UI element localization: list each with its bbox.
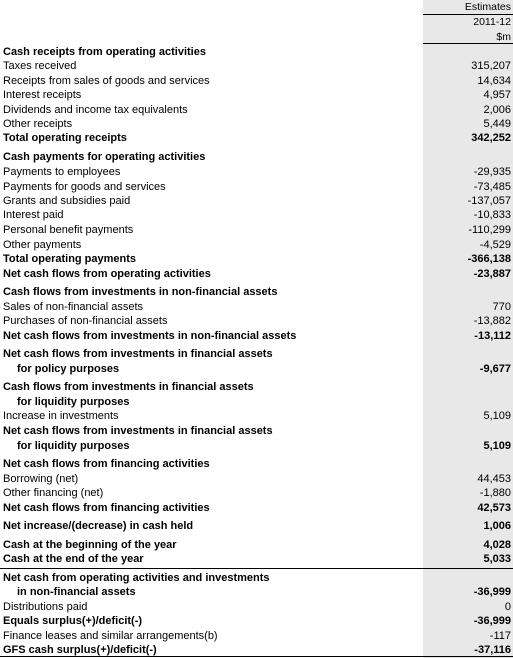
row-value: 770 xyxy=(492,301,511,313)
table-row xyxy=(3,117,511,131)
row-value: 44,453 xyxy=(477,473,511,485)
row-label: Cash flows from investments in non-financial assets xyxy=(3,286,278,298)
table-row xyxy=(3,165,511,179)
row-label: Dividends and income tax equivalents xyxy=(3,104,188,116)
row-label: Cash at the end of the year xyxy=(3,553,144,565)
table-row xyxy=(3,103,511,117)
row-label: Net cash flows from operating activities xyxy=(3,268,211,280)
row-label: Interest receipts xyxy=(3,89,82,101)
row-label: Net cash flows from financing activities xyxy=(3,502,210,514)
row-value: -29,935 xyxy=(473,166,511,178)
table-row xyxy=(3,150,511,164)
row-value: -23,887 xyxy=(473,268,511,280)
table-row xyxy=(3,59,511,73)
row-value: -37,116 xyxy=(474,644,511,656)
header-bottom-divider xyxy=(423,43,513,44)
table-row xyxy=(3,208,511,222)
table-row xyxy=(3,395,511,409)
row-label: Interest paid xyxy=(3,209,64,221)
table-row xyxy=(3,267,511,281)
table-row xyxy=(3,74,511,88)
row-value: -36,999 xyxy=(473,615,511,627)
row-value: -13,882 xyxy=(473,315,511,327)
table-row xyxy=(3,585,511,599)
row-label: Other receipts xyxy=(3,118,73,130)
row-label: Distributions paid xyxy=(3,601,88,613)
row-label: in non-financial assets xyxy=(17,586,136,598)
row-label: Grants and subsidies paid xyxy=(3,195,131,207)
row-label: Personal benefit payments xyxy=(3,224,134,236)
header-divider xyxy=(423,14,513,15)
row-value: 5,109 xyxy=(483,440,511,452)
table-row xyxy=(3,347,511,361)
row-value: 5,109 xyxy=(483,410,511,422)
table-row xyxy=(3,552,511,566)
table-row xyxy=(3,88,511,102)
table-row xyxy=(3,424,511,438)
row-value: 14,634 xyxy=(477,75,511,87)
table-row xyxy=(3,629,511,643)
row-label: Total operating payments xyxy=(3,253,137,265)
row-label: for liquidity purposes xyxy=(17,440,130,452)
row-value: 1,006 xyxy=(483,520,511,532)
row-value: -117 xyxy=(489,630,511,642)
table-row xyxy=(3,131,511,145)
table-row xyxy=(3,285,511,299)
row-value: -10,833 xyxy=(473,209,511,221)
table-bottom-border xyxy=(0,656,513,657)
row-value: -366,138 xyxy=(467,253,511,265)
row-label: Other financing (net) xyxy=(3,487,104,499)
table-row xyxy=(3,519,511,533)
table-row xyxy=(3,472,511,486)
table-row xyxy=(3,223,511,237)
row-label: Cash payments for operating activities xyxy=(3,151,206,163)
row-label: Taxes received xyxy=(3,60,77,72)
row-label: for policy purposes xyxy=(17,363,120,375)
row-value: 4,028 xyxy=(483,539,511,551)
table-row xyxy=(3,314,511,328)
row-value: -13,112 xyxy=(474,330,511,342)
table-row xyxy=(3,362,511,376)
row-label: GFS cash surplus(+)/deficit(-) xyxy=(3,644,157,656)
row-label: Cash receipts from operating activities xyxy=(3,46,206,58)
row-label: Net increase/(decrease) in cash held xyxy=(3,520,194,532)
row-value: -4,529 xyxy=(479,239,511,251)
row-value: 5,449 xyxy=(483,118,511,130)
table-row xyxy=(3,409,511,423)
column-header-estimates: Estimates xyxy=(464,1,511,13)
table-row xyxy=(3,252,511,266)
row-label: Sales of non-financial assets xyxy=(3,301,144,313)
row-value: 0 xyxy=(504,601,511,613)
table-row xyxy=(3,300,511,314)
row-label: Finance leases and similar arrangements(b) xyxy=(3,630,218,642)
row-value: -73,485 xyxy=(473,181,511,193)
table-row xyxy=(3,457,511,471)
row-label: for liquidity purposes xyxy=(17,396,130,408)
row-value: 315,207 xyxy=(471,60,511,72)
column-header-unit: $m xyxy=(496,31,511,43)
row-value: 5,033 xyxy=(483,553,511,565)
table-row xyxy=(3,643,511,657)
row-label: Purchases of non-financial assets xyxy=(3,315,168,327)
table-row xyxy=(3,614,511,628)
row-value: 42,573 xyxy=(477,502,511,514)
row-label: Cash at the beginning of the year xyxy=(3,539,177,551)
row-value: -110,299 xyxy=(468,224,511,236)
table-row xyxy=(3,501,511,515)
row-label: Net cash flows from investments in financial assets xyxy=(3,425,273,437)
row-label: Equals surplus(+)/deficit(-) xyxy=(3,615,143,627)
table-row xyxy=(3,486,511,500)
table-row xyxy=(3,600,511,614)
row-label: Net cash from operating activities and investments xyxy=(3,572,270,584)
row-value: 2,006 xyxy=(483,104,511,116)
section-divider xyxy=(0,568,513,569)
table-row xyxy=(3,380,511,394)
row-label: Increase in investments xyxy=(3,410,119,422)
row-label: Cash flows from investments in financial assets xyxy=(3,381,254,393)
row-label: Other payments xyxy=(3,239,82,251)
row-value: -36,999 xyxy=(473,586,511,598)
row-label: Net cash flows from investments in financial assets xyxy=(3,348,273,360)
table-row xyxy=(3,329,511,343)
table-row xyxy=(3,538,511,552)
row-value: -9,677 xyxy=(479,363,511,375)
table-row xyxy=(3,571,511,585)
table-row xyxy=(3,439,511,453)
row-value: 4,957 xyxy=(483,89,511,101)
column-header-year: 2011-12 xyxy=(473,16,511,28)
row-label: Borrowing (net) xyxy=(3,473,79,485)
table-row xyxy=(3,194,511,208)
row-value: 342,252 xyxy=(471,132,511,144)
row-label: Payments to employees xyxy=(3,166,121,178)
row-value: -1,880 xyxy=(479,487,511,499)
table-row xyxy=(3,238,511,252)
row-label: Total operating receipts xyxy=(3,132,127,144)
row-value: -137,057 xyxy=(467,195,511,207)
row-label: Net cash flows from financing activities xyxy=(3,458,210,470)
row-label: Net cash flows from investments in non-financial assets xyxy=(3,330,297,342)
row-label: Receipts from sales of goods and services xyxy=(3,75,210,87)
table-row xyxy=(3,45,511,59)
table-row xyxy=(3,180,511,194)
row-label: Payments for goods and services xyxy=(3,181,166,193)
